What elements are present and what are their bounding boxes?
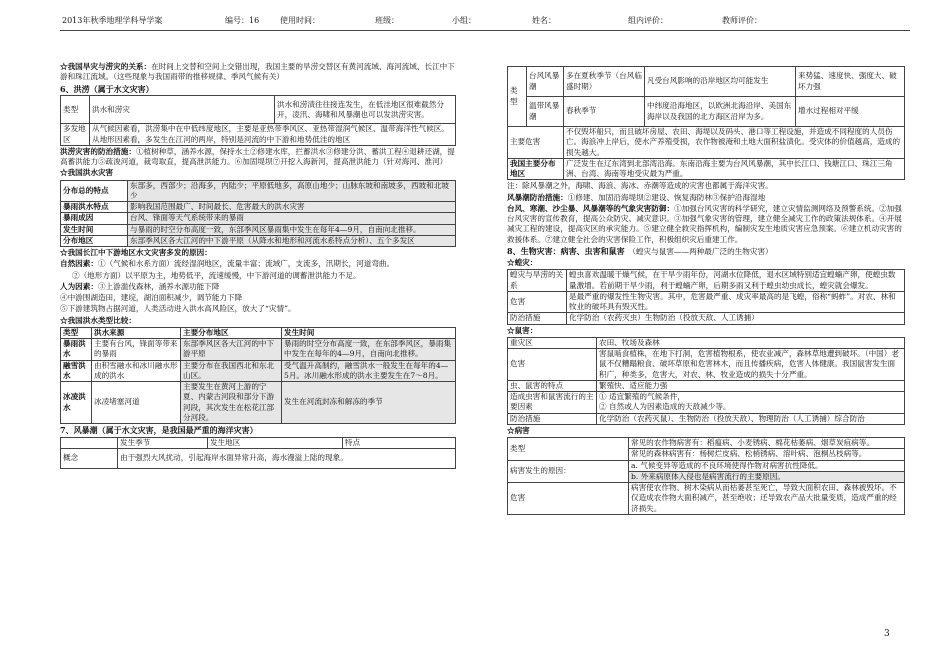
column-header: 主要分布地区 [181, 327, 282, 338]
column-header: 类型 [61, 327, 92, 338]
section-8-title: 8、生物灾害：病害、虫害和鼠害 （蝗灾与鼠害——两种最广泛的生物灾害） [507, 245, 773, 256]
row-label: 重灾区 [508, 337, 597, 348]
intro-paragraph: ☆我国旱灾与涝灾的关系：在时间上交替和空间上交错出现，我国主要的旱涝交替区有黄河流域、海河流域、长江中下游和珠江流域。（这些现象与我国雨带的推移规律、季风气候有关） [60, 62, 455, 82]
row-label: 虫、鼠害的特点 [508, 380, 597, 391]
row-label: 蝗灾与旱涝的关系 [508, 270, 567, 292]
table-row [508, 313, 905, 324]
flood-types-table [60, 327, 456, 424]
row-label: 分布地区 [61, 235, 128, 246]
name-field: 姓名： [532, 16, 556, 25]
storm-prevent: 风暴潮防治措施：①修建、加固沿海堤坝②建设、恢复海防林③保护沿海湿地 [507, 192, 766, 202]
rat-title: ☆鼠害： [507, 325, 538, 335]
row-value: 化学防治（农药灭虫）生物防治（投放天敌、人工诱捕） [567, 313, 905, 324]
class-field: 班级： [375, 16, 399, 25]
table-row [508, 270, 905, 292]
teacher-eval-field: 教师评价： [722, 16, 762, 25]
right-column [507, 66, 905, 516]
group-eval-field: 组内评价： [628, 16, 668, 25]
table-row [508, 349, 905, 381]
column-header: 发生时间 [282, 327, 456, 338]
human-factor-1: 人为因素：③上游滥伐森林，涵养水源功能下降 [60, 281, 220, 291]
table-row [508, 413, 905, 424]
table-cell: 暴雨的时空分布高度一致，在东部季风区，暴雨集中发生在每年的4—9月，自南向北推移。 [282, 339, 456, 361]
table-row [61, 213, 456, 224]
flood-measures: 洪涝灾害的防治措施：①植树种草，涵养水源，保持水土②修建水库，拦蓄洪水③修建分洪、蓄洪工程④退耕还湖，提高蓄洪能力⑤疏浚河道，裁弯取直，提高泄洪能力。⑥加固堤坝⑦开挖入海新河，提高泄洪能力（针对海河、淮河） [60, 146, 455, 167]
flood-types-title: ☆我国洪水类型比较： [60, 315, 136, 325]
yangtze-title: ☆我国长江中下游地区水文灾害多发的原因： [60, 248, 212, 258]
row-value: 东部季风区各大江河的中下游平原（从降水和地形和河流水系特点分析）、五个多发区 [128, 235, 456, 246]
table-row [61, 235, 456, 246]
disease-table: 类型 常见的农作物病害有：稻瘟病、小麦锈病、棉花枯萎病、烟草炭疽病等。 常见的森林病害有：杨树烂皮病、松梢锈病、溶叶病、泡桐丛枝病等。 病害发生的原因： a. 气候变异等造成的不良环境使得作物对病害抗性降低。 b. 外来病原体入侵也是病害流行的主要原因。 危害 病害使农作物、树木染病从而枯萎甚至死亡，导致大面积农田、森林被毁坏。不仅造成农作物大面积减产，甚至绝收；还导致农产品大批量变质，造成严重的经济损失。 [507, 437, 905, 515]
row-value: ① 适宜繁殖的气候条件， ② 自然或人为因素造成的天敌减少等。 [597, 392, 905, 414]
row-value: 繁殖快、适应能力强 [597, 380, 905, 391]
doc-title: 2013年秋季地理学科导学案 [62, 16, 163, 25]
row-label: 分布总的特点 [61, 180, 128, 202]
row-label: 暴雨成因 [61, 213, 128, 224]
row-label: 发生时间 [61, 224, 128, 235]
table-cell: 冰凌堵塞河道 [92, 382, 181, 424]
header-divider [60, 30, 910, 31]
left-column [60, 62, 456, 470]
disease-title: ☆病害 [507, 425, 530, 435]
row-label: 危害 [508, 349, 597, 381]
human-factor-3: ⑤下游建筑物占据河道，人类活动进入洪水高风险区，放大了“灾情”。 [60, 304, 296, 314]
row-value: 是最严重的爆发性生物灾害。其中，危害最严重、成灾率最高的是飞蝗，俗称“蚂蚱”。对农、林和牧业的破坏具有毁灭性。 [567, 291, 905, 313]
page-header [62, 14, 902, 30]
table-row [61, 327, 456, 338]
table-cell: 暴雨洪水 [61, 339, 92, 361]
natural-factor-2: ②（地形方面）以平原为主，地势低平，流速缓慢，中下游河道的调蓄泄洪能力不足。 [72, 270, 361, 280]
row-value: 台风、锋面等天气系统带来的暴雨 [128, 213, 456, 224]
marine-note: 注：除风暴潮之外，海啸、海浪、海冰、赤潮等造成的灾害也都属于海洋灾害。 [507, 181, 773, 191]
row-label: 危害 [508, 291, 567, 313]
storm-surge-type-table: 类型 台风风暴潮 多在夏秋季节（台风临盛时期） 凡受台风影响的沿岸地区均可能发生 来势猛、速度快、强度大、破坏力强 温带风暴潮 春秋季节 中纬度沿海地区，以欧洲北海沿岸、美国东海岸以及我国的北方海区沿岸为多。 增水过程相对平缓 主要危害 不仅毁坏船只，而且破坏房屋、农田、海堤以及码头、港口等工程设施，并造成不同程度的人员伤亡。海浪冲上岸后，使水产养殖受损，农作物被淹和土地大面积盐渍化。受灾体的价值越高，造成的损失越大。 我国主要分布地区 广泛发生在辽东湾到北部湾沿海。东南沿海主要为台风风暴潮，其中长江口、钱塘江口、珠江三角洲、台湾、海南等地受灾最为严重。 [507, 66, 905, 180]
row-label: 防治措施 [508, 413, 597, 424]
table-cell: 发生在河流封冻和解冻的季节 [282, 382, 456, 424]
china-flood-title: ☆我国洪水灾害 [60, 168, 114, 178]
column-header: 洪水来源 [92, 327, 181, 338]
table-row [61, 202, 456, 213]
meteor-defense: 台风、寒潮、沙尘暴、风暴潮等的气象灾害防御：①加强台风灾害的科学研究，建立灾情监测网络及预警系统。②加强台风灾害的宣传教育，提高公众防灾、减灾意识。③加强气象灾害的管理，建立健全减灾工作的政策法规体系。④开展减灾工程的建设，提高灾区的承灾能力。⑤建立健全救灾指挥机构，编制灾发生地质灾害应急预案。⑥建立机动灾害的救援体系。⑦建立健全社会的灾害保险工作，积极组织灾后重建工作。 [507, 203, 902, 244]
row-value: 与暴雨的时空分布高度一致，东部季风区暴雨集中发生在每年4—9月，自南向北推移。 [128, 224, 456, 235]
row-label: 暴雨洪水特点 [61, 202, 128, 213]
table-row [61, 382, 456, 424]
locust-title: ☆蝗灾： [507, 258, 538, 267]
table-cell: 受气温升高制约，融雪洪水一般发生在每年的4—5月。冰川融水形成的洪水主要发生在7～8月。 [282, 360, 456, 382]
table-row [61, 339, 456, 361]
row-value: 害鼠啮食植株，在地下打洞，危害植物根系，使农业减产，森林草地遭到破坏。（中国）老鼠不仅糟蹋粮食、破坏草原和危害林木，而且传播疾病，危害人体健康。我国鼠害发生面积广，种类多，危害大，对农、林、牧业造成的损失十分严重。 [597, 349, 905, 381]
group-field: 小组： [452, 16, 476, 25]
page-number: 3 [884, 629, 890, 639]
table-cell: 主要发生在黄河上游的宁夏、内蒙古河段和部分下游河段，其次发生在松花江部分河段。 [181, 382, 282, 424]
natural-factor-1: 自然因素：①（气候和水系方面）流经湿润地区，流量丰富；流域广，支流多，汛期长，河道弯曲。 [60, 259, 395, 269]
row-value: 影响我国范围最广、时间最长、危害最大的洪水灾害 [128, 202, 456, 213]
row-label: 防治措施 [508, 313, 567, 324]
table-row [61, 360, 456, 382]
row-value: 东部多，西部少；沿海多，内陆少；平原低地多，高原山地少；山脉东坡和南坡多，西坡和北坡少 [128, 180, 456, 202]
storm-surge-table: 发生季节 发生地区 特点 概念 由于强烈大风扰动，引起海岸水面异常升高，海水漫溢上陆的现象。 [60, 437, 456, 469]
table-row [508, 291, 905, 313]
human-factor-2: ④中游围湖造田，建垸，湖泊面积减少，调节能力下降 [60, 293, 243, 303]
table-cell: 主要分布在我国西北和东北山区。 [181, 360, 282, 382]
flood-type-table: 类型 洪水和涝灾 洪水和涝渍往往接连发生，在低洼地区很难截然分开，凌汛、海啸和风暴潮也可以发洪涝灾害。 多发地区 从气候因素看，洪涝集中在中低纬度地区，主要是亚热带季风区、亚热带湿润气候区、温带海洋性气候区。从地形因素看，多发生在江河的两岸，特别是河流的中下游和地势低洼的地区 [60, 95, 456, 146]
use-time-field: 使用时间： [280, 16, 320, 25]
section-6-title: 6、洪涝（属于水文灾害） [60, 83, 154, 94]
row-label: 造成虫害和鼠害流行的主要因素 [508, 392, 597, 414]
doc-number: 编号：16 [225, 16, 260, 25]
table-row [508, 337, 905, 348]
china-flood-table [60, 180, 456, 248]
table-cell: 冰凌洪水 [61, 382, 92, 424]
table-cell: 主要有台风，锋面等带来的暴雨 [92, 339, 181, 361]
table-cell: 由积雪融水和冰川融水形成的洪水 [92, 360, 181, 382]
row-value: 化学防治（农药灭鼠）、生物防治（投放天敌）、物理防治（人工诱捕）综合防治 [597, 413, 905, 424]
table-row [61, 224, 456, 235]
rat-table [507, 337, 905, 425]
table-cell: 融雪洪水 [61, 360, 92, 382]
table-row [508, 392, 905, 414]
section-7-title: 7、风暴潮（属于水文灾害，是我国最严重的海洋灾害） [60, 425, 258, 436]
locust-table [507, 269, 905, 324]
row-value: 农田、牧场及森林 [597, 337, 905, 348]
table-cell: 东部季风区各大江河的中下游平原 [181, 339, 282, 361]
table-row [508, 380, 905, 391]
row-value: 蝗虫喜欢温暖干燥气候，在干旱少雨年份，河湖水位降低，退水区域特别适宜蝗蝻产卵，使蝗虫数量激增。若前期干旱少雨，利于蝗蝻产卵，后期多雨又利于蝗虫幼虫成长，蝗灾就会爆发。 [567, 270, 905, 292]
table-row [61, 180, 456, 202]
